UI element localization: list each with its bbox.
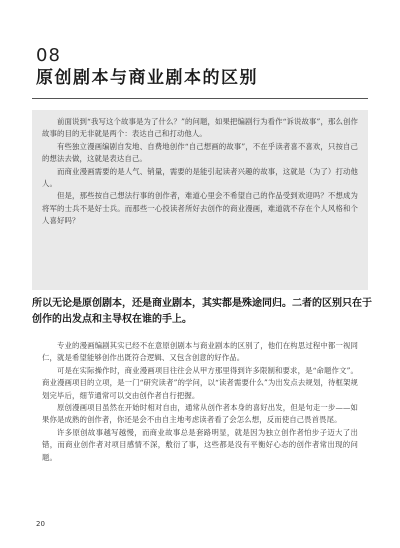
intro-paragraph: 有些独立漫画编剧自发地、自费地创作“自己想画的故事”，不在乎读者喜不喜欢，只按自己的想法去做，这就是表达自己。 xyxy=(42,141,358,164)
chapter-number: 08 xyxy=(36,45,61,66)
title-divider xyxy=(32,98,368,99)
body-text xyxy=(32,340,368,464)
page-number: 20 xyxy=(36,520,45,528)
intro-shaded-box xyxy=(32,110,368,290)
body-paragraph: 可是在实际操作时，商业漫画项目往往会从甲方那里得到许多限制和要求，是“命题作文”。商业漫画项目的立项，是一门“研究读者”的学问，以“读者需要什么”为出发点去规划，待框架规划完毕后，细节通常可以交由创作者自行把握。 xyxy=(42,365,358,400)
intro-paragraph: 而商业漫画需要的是人气、销量，需要的是能引起读者兴趣的故事，这就是（为了）打动他人。 xyxy=(42,166,358,189)
body-paragraph: 许多原创故事越写越慢，而商业故事总是套路明显，就是因为独立创作者怕步子迈大了出错，而商业创作者对项目感情不深，敷衍了事，这些都是没有平衡好心态的创作者常出现的问题。 xyxy=(42,427,358,462)
body-paragraph: 原创漫画项目虽然在开始时相对自由，通常从创作者本身的喜好出发，但是句走一步——如果你是成熟的创作者，你还是会不由自主地考虑读者看了会怎么想，反而使自己畏首畏尾。 xyxy=(42,403,358,425)
body-paragraph: 专业的漫画编剧其实已经不在意原创剧本与商业剧本的区别了，他们在构思过程中都一视同仁，就是希望能够创作出既符合逻辑、又包含创意的好作品。 xyxy=(42,341,358,363)
chapter-title: 原创剧本与商业剧本的区别 xyxy=(36,68,258,88)
intro-paragraph: 前面说到“我写这个故事是为了什么？”的问题，如果把编剧行为看作“诉说故事”，那么创作故事的目的无非就是两个：表达自己和打动他人。 xyxy=(42,117,358,139)
intro-paragraph: 但是，那些按自己想法行事的创作者，难道心里会不希望自己的作品受到欢迎吗？不想成为将军的士兵不是好士兵。而那些一心投读者所好去创作的商业漫画，难道就不存在个人风格和个人喜好吗？ xyxy=(42,191,358,226)
key-point-statement: 所以无论是原创剧本，还是商业剧本，其实都是殊途同归。二者的区别只在于创作的出发点和主导权在谁的手上。 xyxy=(32,298,372,325)
